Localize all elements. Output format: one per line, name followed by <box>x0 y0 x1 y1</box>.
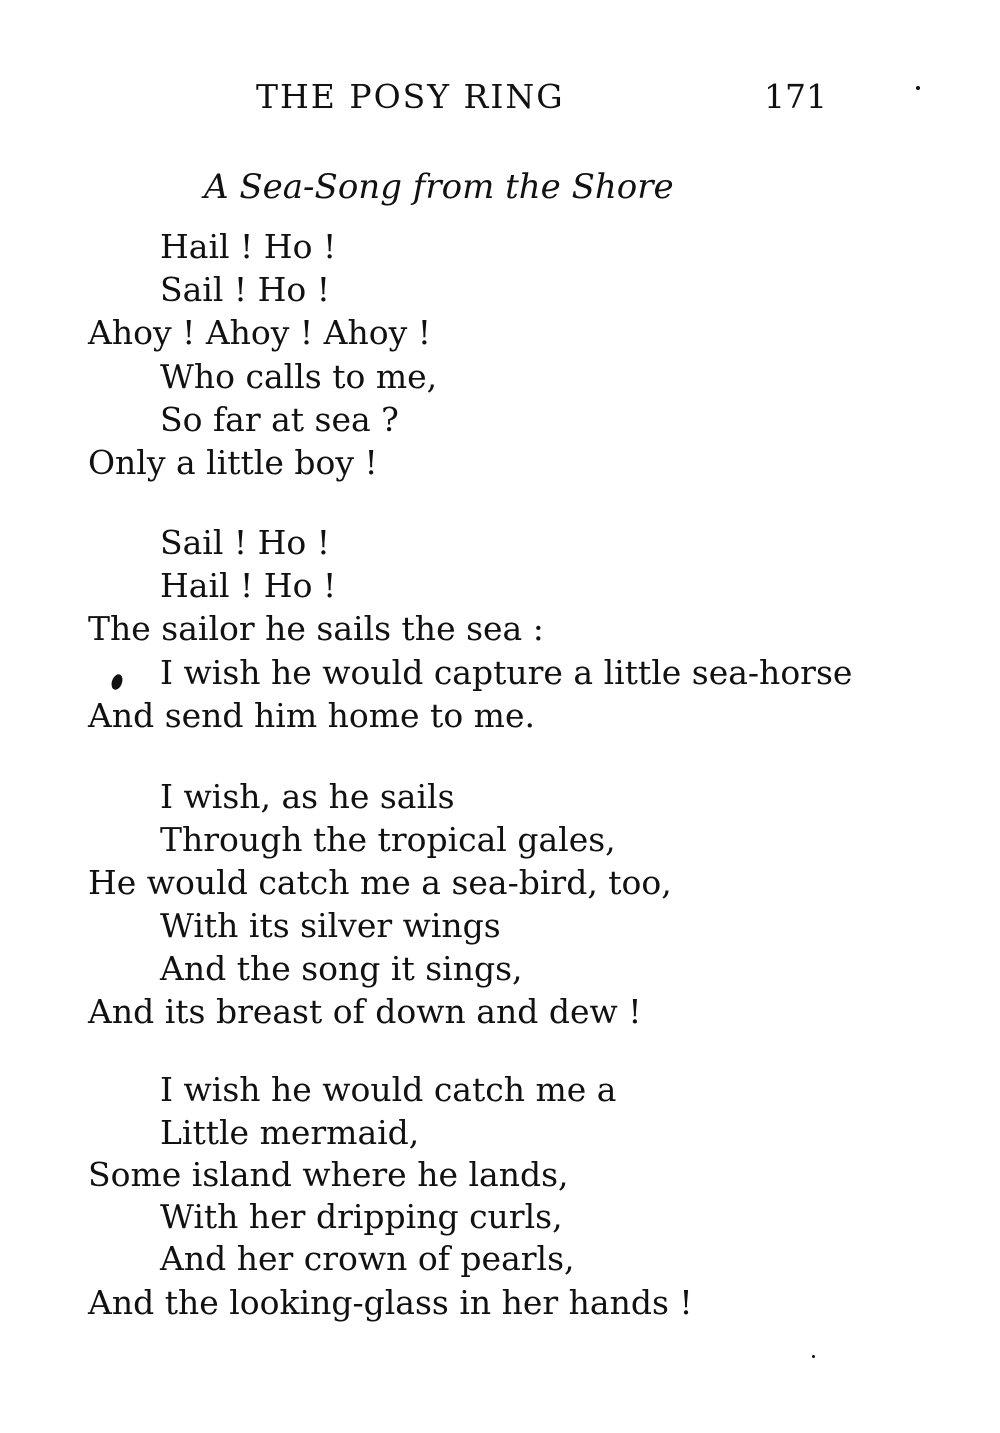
poem-line: Through the tropical gales, <box>160 820 616 859</box>
poem-line: Hail ! Ho ! <box>160 227 337 266</box>
poem-line: And its breast of down and dew ! <box>88 992 642 1031</box>
poem-line: And the song it sings, <box>160 949 523 988</box>
ink-speck <box>916 86 920 90</box>
ink-speck <box>812 1355 815 1358</box>
poem-line: Only a little boy ! <box>88 443 378 482</box>
poem-line: I wish he would catch me a <box>160 1070 617 1109</box>
poem-line: With her dripping curls, <box>160 1197 563 1236</box>
poem-line: Sail ! Ho ! <box>160 523 331 562</box>
poem-line: So far at sea ? <box>160 400 399 439</box>
poem-line: With its silver wings <box>160 906 501 945</box>
poem-line: And her crown of pearls, <box>160 1239 575 1278</box>
poem-line: Ahoy ! Ahoy ! Ahoy ! <box>88 313 432 352</box>
poem-line: The sailor he sails the sea : <box>88 609 544 648</box>
page-number: 171 <box>764 77 827 116</box>
poem-line: I wish he would capture a little sea-horse <box>160 653 853 692</box>
poem-line: I wish, as he sails <box>160 777 455 816</box>
poem-line: Little mermaid, <box>160 1113 420 1152</box>
poem-line: Sail ! Ho ! <box>160 270 331 309</box>
running-title: THE POSY RING <box>256 77 565 116</box>
ink-mark <box>110 673 125 691</box>
poem-line: Who calls to me, <box>160 357 438 396</box>
poem-line: And send him home to me. <box>88 696 535 735</box>
poem-line: Some island where he lands, <box>88 1155 569 1194</box>
poem-line: Hail ! Ho ! <box>160 566 337 605</box>
poem-line: And the looking-glass in her hands ! <box>88 1283 693 1322</box>
poem-title: A Sea-Song from the Shore <box>204 167 674 207</box>
poem-line: He would catch me a sea-bird, too, <box>88 863 672 902</box>
